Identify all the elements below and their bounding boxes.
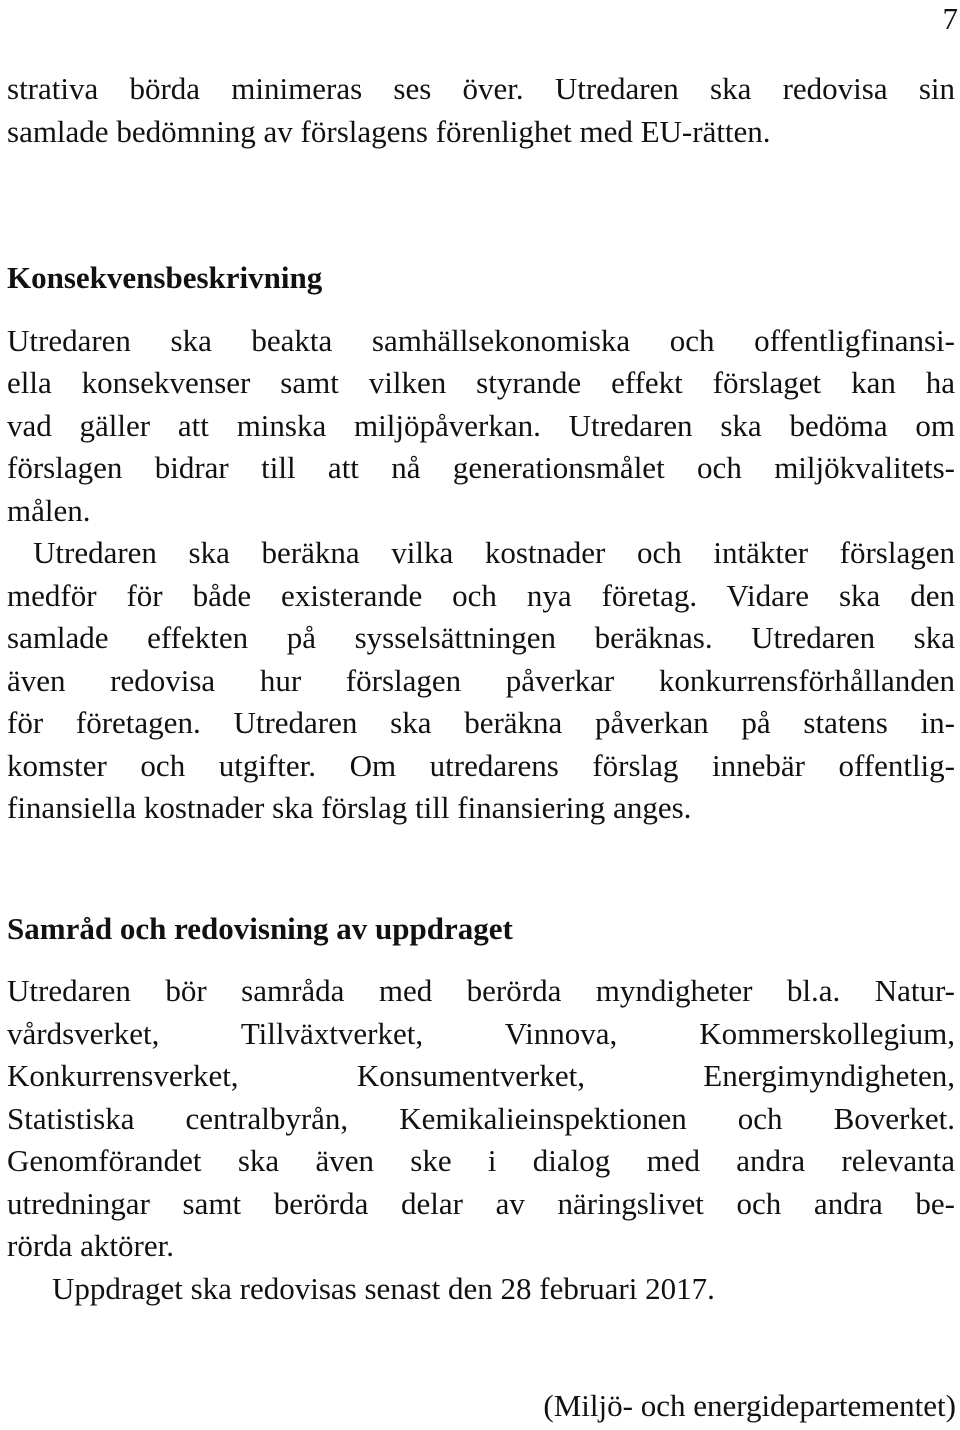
text-line: finansiella kostnader ska förslag till finansiering anges. (7, 790, 692, 825)
text-line: förslagen bidrar till att nå generationsmålet och miljökvalitets- (7, 450, 955, 485)
department-signature: (Miljö- och energidepartementet) (543, 1388, 956, 1423)
text-line: Statistiska centralbyrån, Kemikalieinspektionen och Boverket. (7, 1100, 955, 1136)
intro-paragraph (7, 68, 955, 153)
text-line: samlade effekten på sysselsättningen beräknas. Utredaren ska (7, 620, 955, 655)
text-line: målen. (7, 492, 91, 528)
section1-paragraph-1 (7, 320, 955, 533)
section1-paragraph-2 (7, 532, 955, 830)
section2-paragraph-1 (7, 970, 955, 1268)
text-line: Uppdraget ska redovisas senast den 28 februari 2017. (52, 1270, 715, 1306)
text-line: rörda aktörer. (7, 1228, 174, 1263)
text-line: ella konsekvenser samt vilken styrande effekt förslaget kan ha (7, 365, 955, 400)
text-line: vad gäller att minska miljöpåverkan. Utredaren ska bedöma om (7, 407, 955, 443)
text-line: medför för både existerande och nya företag. Vidare ska den (7, 577, 955, 613)
text-line: Genomförandet ska även ske i dialog med andra relevanta (7, 1143, 955, 1178)
page-number: 7 (942, 1, 958, 36)
text-line: strativa börda minimeras ses över. Utredaren ska redovisa sin (7, 71, 955, 106)
text-line: även redovisa hur förslagen påverkar konkurrensförhållanden (7, 662, 955, 698)
section-heading-konsekvensbeskrivning: Konsekvensbeskrivning (7, 260, 323, 295)
text-line: Utredaren bör samråda med berörda myndigheter bl.a. Natur- (7, 973, 955, 1008)
text-line: utredningar samt berörda delar av näringslivet och andra be- (7, 1185, 955, 1221)
text-line: Utredaren ska beräkna vilka kostnader och intäkter förslagen (33, 535, 955, 570)
text-line: samlade bedömning av förslagens förenlighet med EU-rätten. (7, 113, 771, 149)
text-line: Utredaren ska beakta samhällsekonomiska och offentligfinansi- (7, 322, 955, 358)
section-heading-samrad: Samråd och redovisning av uppdraget (7, 910, 513, 946)
text-line: komster och utgifter. Om utredarens förslag innebär offentlig- (7, 747, 955, 783)
document-body (7, 68, 955, 1310)
text-line: vårdsverket, Tillväxtverket, Vinnova, Kommerskollegium, (7, 1015, 955, 1051)
section2-paragraph-2 (7, 1268, 955, 1311)
text-line: Konkurrensverket, Konsumentverket, Energimyndigheten, (7, 1058, 955, 1093)
text-line: för företagen. Utredaren ska beräkna påverkan på statens in- (7, 705, 955, 740)
